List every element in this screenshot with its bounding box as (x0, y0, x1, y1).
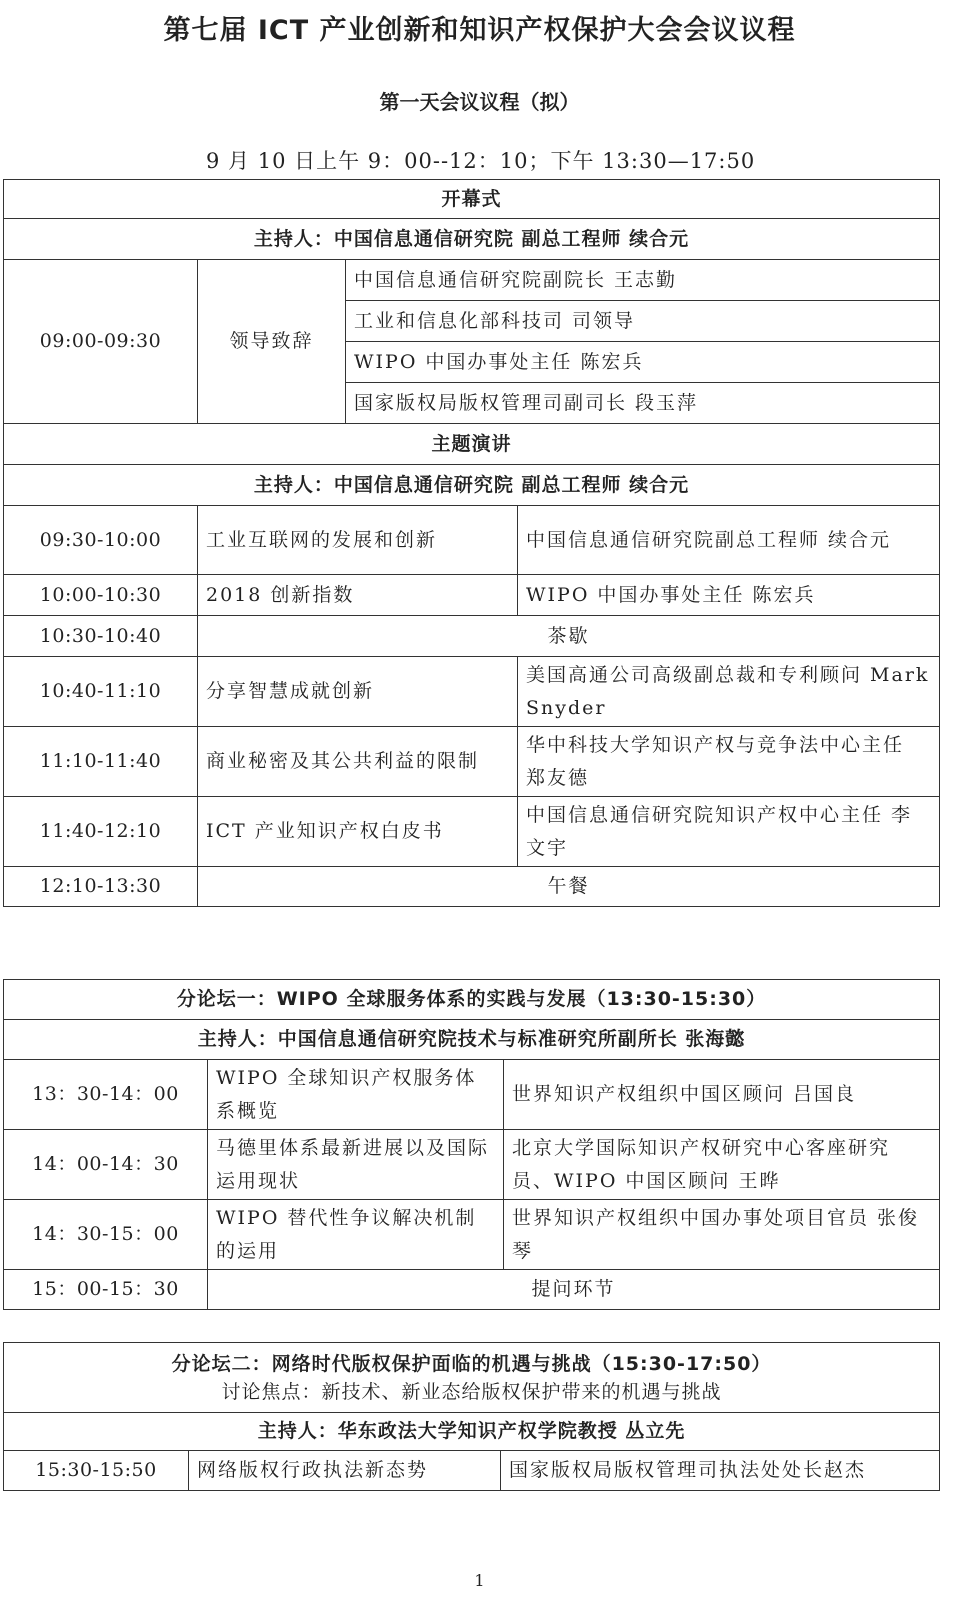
session-time: 10:00-10:30 (4, 575, 198, 616)
session-time: 15：00-15：30 (4, 1270, 208, 1310)
session-speaker: 世界知识产权组织中国区顾问 吕国良 (504, 1060, 940, 1130)
opening-host: 主持人：中国信息通信研究院 副总工程师 续合元 (4, 219, 940, 260)
session-speaker: 华中科技大学知识产权与竞争法中心主任 郑友德 (518, 727, 940, 797)
session-time: 11:40-12:10 (4, 797, 198, 867)
day-subtitle: 第一天会议议程（拟） (379, 90, 580, 114)
session-topic: 2018 创新指数 (198, 575, 518, 616)
lunch-label: 午餐 (198, 867, 940, 907)
session-speaker: 国家版权局版权管理司执法处处长赵杰 (501, 1451, 940, 1491)
session-speaker: WIPO 中国办事处主任 陈宏兵 (518, 575, 940, 616)
forum2-agenda-table (3, 1342, 940, 1491)
break-label: 茶歇 (198, 616, 940, 657)
keynote-host-row (4, 465, 940, 506)
table-row (4, 1270, 940, 1310)
opening-speaker: 中国信息通信研究院副院长 王志勤 (346, 260, 940, 301)
opening-activity: 领导致辞 (198, 260, 346, 424)
keynote-host: 主持人：中国信息通信研究院 副总工程师 续合元 (4, 465, 940, 506)
session-speaker: 美国高通公司高级副总裁和专利顾问 Mark Snyder (518, 657, 940, 727)
table-row (4, 575, 940, 616)
forum1-host: 主持人：中国信息通信研究院技术与标准研究所副所长 张海懿 (4, 1020, 940, 1060)
forum2-host-row (4, 1413, 940, 1451)
session-time: 14：30-15：00 (4, 1200, 208, 1270)
session-time: 11:10-11:40 (4, 727, 198, 797)
page-title: 第七届 ICT 产业创新和知识产权保护大会会议议程 (163, 15, 796, 46)
session-topic: 工业互联网的发展和创新 (198, 506, 518, 575)
session-topic: WIPO 全球知识产权服务体系概览 (208, 1060, 504, 1130)
opening-header-row (4, 180, 940, 219)
table-row (4, 1130, 940, 1200)
table-row (4, 1451, 940, 1491)
session-topic: 分享智慧成就创新 (198, 657, 518, 727)
keynote-header: 主题演讲 (4, 424, 940, 465)
session-topic: ICT 产业知识产权白皮书 (198, 797, 518, 867)
table-row (4, 506, 940, 575)
forum2-header: 分论坛二：网络时代版权保护面临的机遇与挑战（15:30-17:50） (171, 1352, 772, 1375)
session-time: 09:30-10:00 (4, 506, 198, 575)
table-row (4, 616, 940, 657)
session-time: 10:30-10:40 (4, 616, 198, 657)
forum1-header: 分论坛一：WIPO 全球服务体系的实践与发展（13:30-15:30） (4, 980, 940, 1020)
table-row (4, 727, 940, 797)
qa-label: 提问环节 (208, 1270, 940, 1310)
forum1-header-row (4, 980, 940, 1020)
opening-speaker: 国家版权局版权管理司副司长 段玉萍 (346, 383, 940, 424)
forum2-header-row (4, 1343, 940, 1413)
session-topic: 网络版权行政执法新态势 (189, 1451, 501, 1491)
session-time: 15:30-15:50 (4, 1451, 189, 1491)
session-speaker: 北京大学国际知识产权研究中心客座研究员、WIPO 中国区顾问 王晔 (504, 1130, 940, 1200)
session-time: 12:10-13:30 (4, 867, 198, 907)
session-time: 10:40-11:10 (4, 657, 198, 727)
session-time: 13：30-14：00 (4, 1060, 208, 1130)
opening-time: 09:00-09:30 (4, 260, 198, 424)
table-row (4, 1200, 940, 1270)
opening-header: 开幕式 (4, 180, 940, 219)
schedule-timeline: 9 月 10 日上午 9：00--12：10；下午 13:30—17:50 (206, 149, 756, 173)
session-speaker: 中国信息通信研究院知识产权中心主任 李文宇 (518, 797, 940, 867)
table-row (4, 1060, 940, 1130)
table-row (4, 657, 940, 727)
table-row (4, 867, 940, 907)
day1-agenda-table (3, 179, 940, 907)
session-topic: WIPO 替代性争议解决机制的运用 (208, 1200, 504, 1270)
session-speaker: 中国信息通信研究院副总工程师 续合元 (518, 506, 940, 575)
forum1-host-row (4, 1020, 940, 1060)
session-topic: 商业秘密及其公共利益的限制 (198, 727, 518, 797)
opening-speaker: WIPO 中国办事处主任 陈宏兵 (346, 342, 940, 383)
table-row (4, 797, 940, 867)
session-topic: 马德里体系最新进展以及国际运用现状 (208, 1130, 504, 1200)
forum2-header-cell (4, 1343, 940, 1413)
page-number: 1 (474, 1571, 485, 1590)
session-time: 14：00-14：30 (4, 1130, 208, 1200)
table-row (4, 260, 940, 301)
session-speaker: 世界知识产权组织中国办事处项目官员 张俊琴 (504, 1200, 940, 1270)
forum2-host: 主持人：华东政法大学知识产权学院教授 丛立先 (4, 1413, 940, 1451)
keynote-header-row (4, 424, 940, 465)
opening-host-row (4, 219, 940, 260)
opening-speaker: 工业和信息化部科技司 司领导 (346, 301, 940, 342)
forum1-agenda-table (3, 979, 940, 1310)
forum2-focus: 讨论焦点：新技术、新业态给版权保护带来的机遇与挑战 (221, 1380, 722, 1403)
